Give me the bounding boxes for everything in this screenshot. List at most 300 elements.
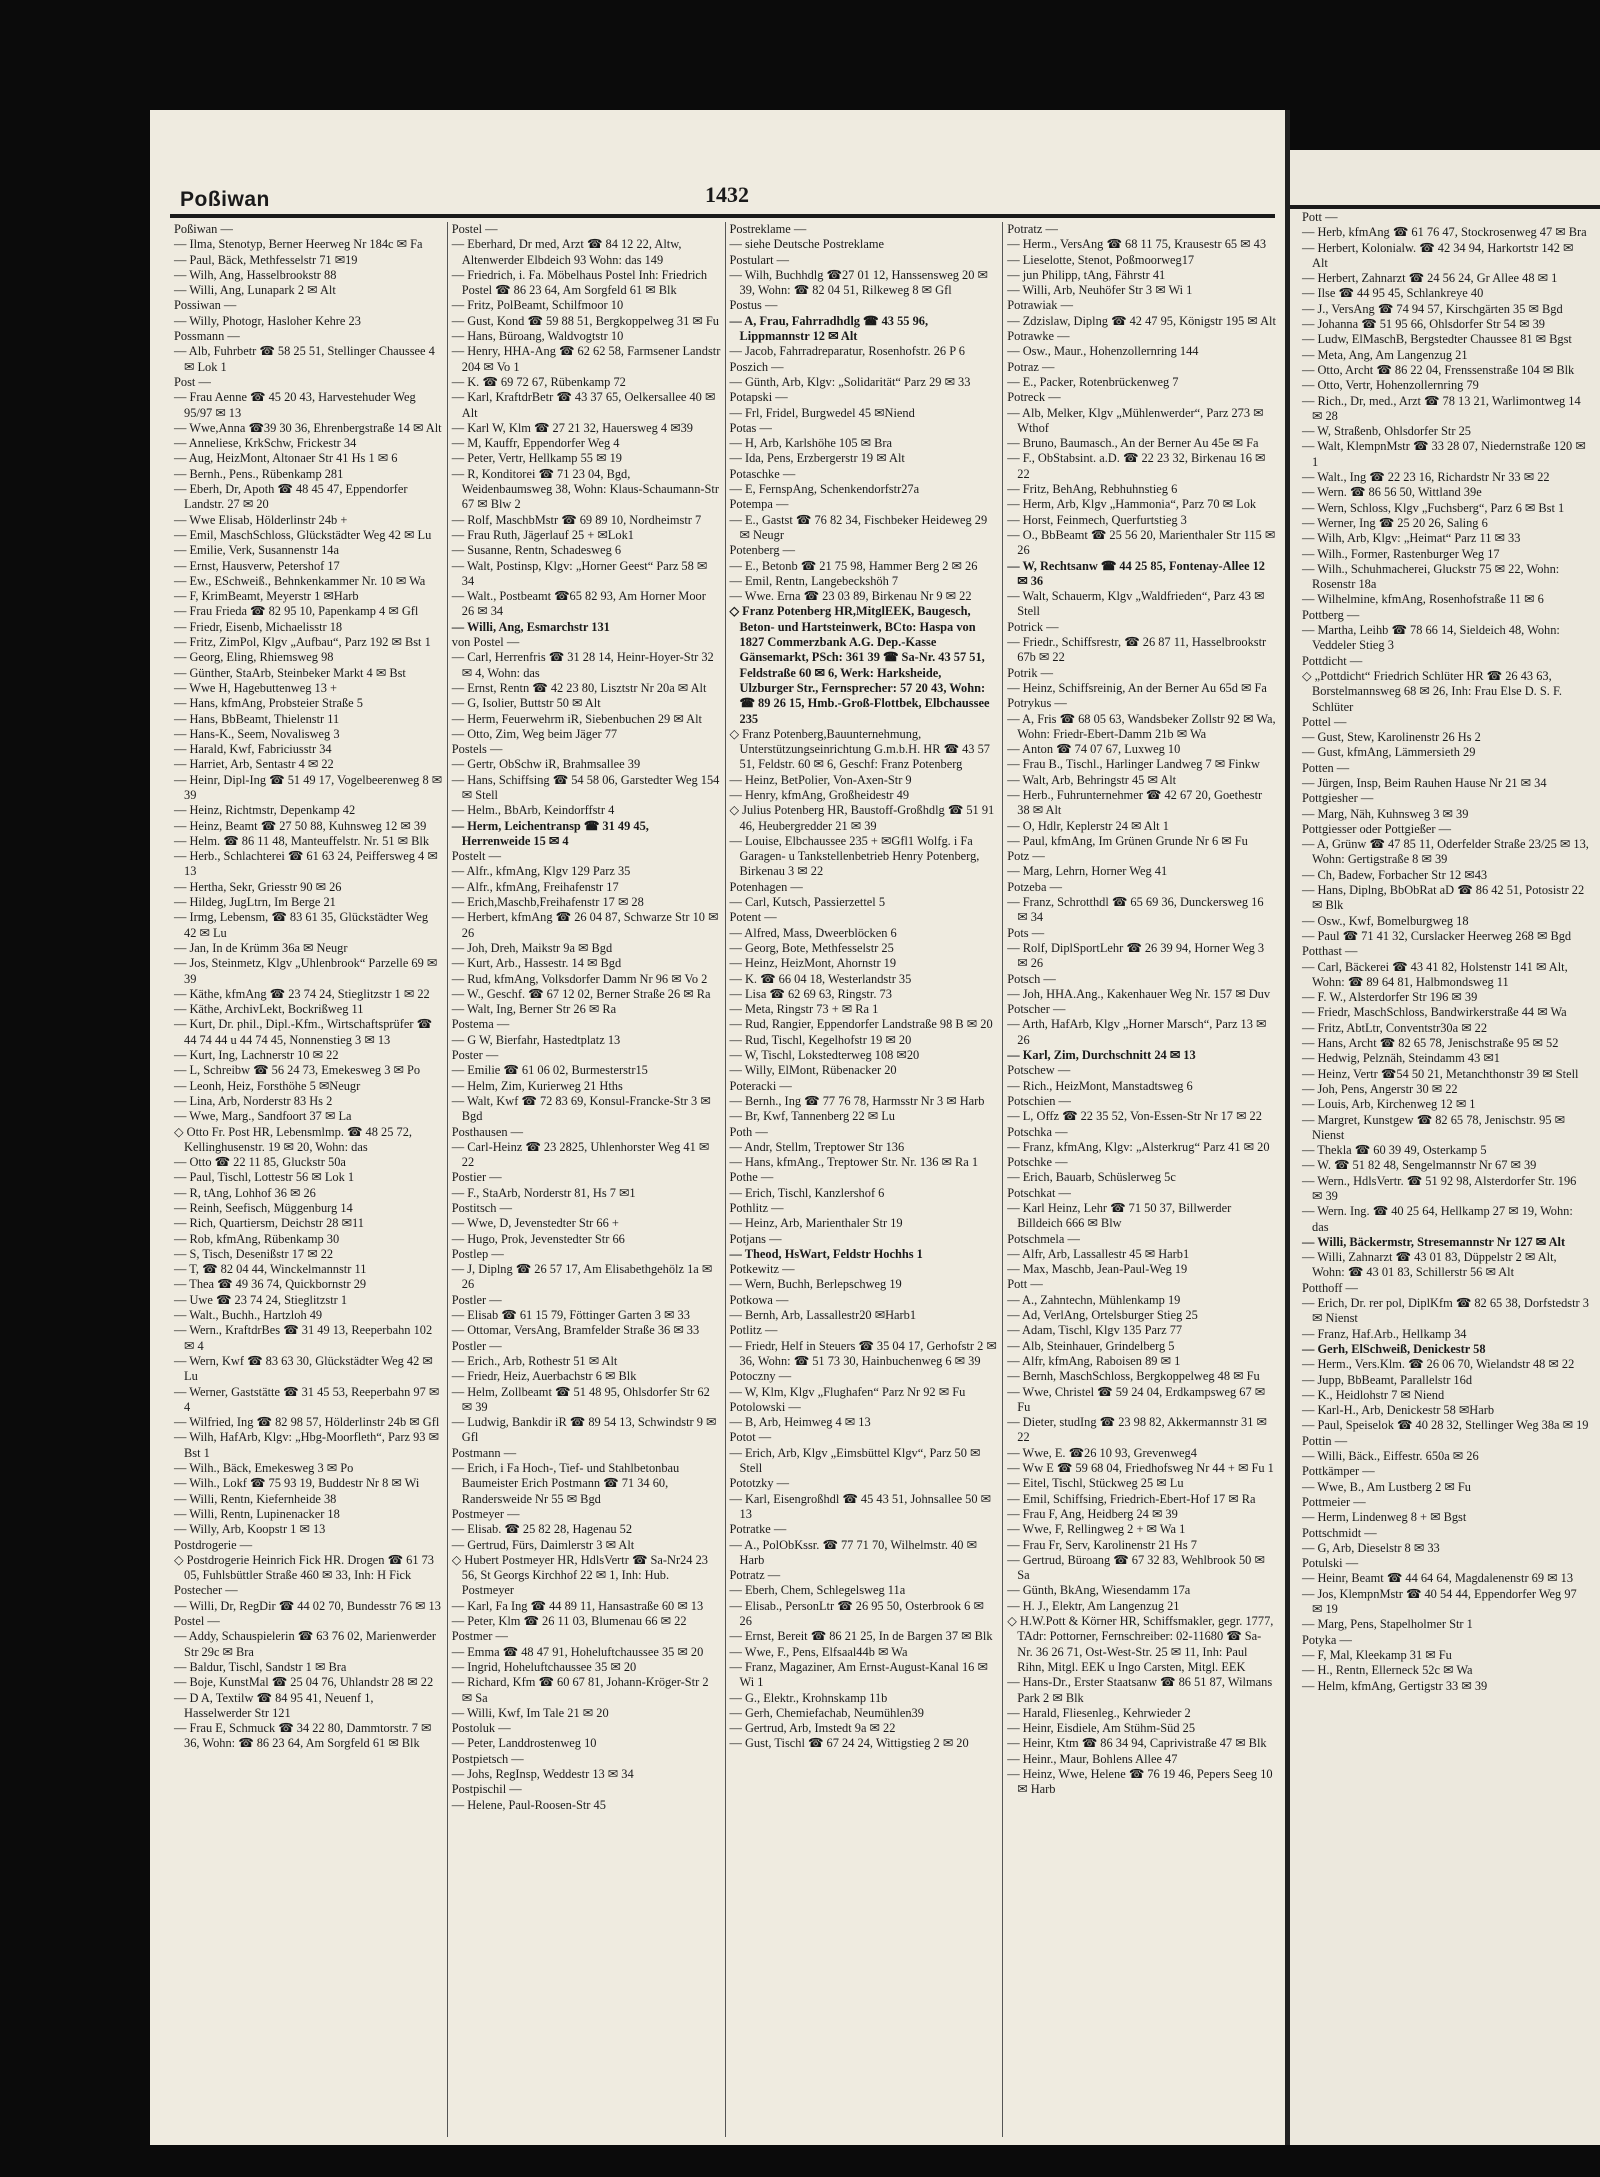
directory-entry: — Willi, Bäckermstr, Stresemannstr Nr 127 ✉ Alt xyxy=(1302,1234,1566,1249)
directory-entry: — Ernst, Bereit ☎ 86 21 25, In de Bargen 37 ✉ Blk xyxy=(729,1629,993,1644)
directory-entry: — Emilie, Verk, Susannenstr 14a xyxy=(174,543,339,558)
surname-heading: Postus — xyxy=(729,298,778,313)
directory-entry: — Anneliese, KrkSchw, Frickestr 34 xyxy=(174,436,357,451)
surname-heading: Postmann — xyxy=(451,1445,517,1460)
directory-entry: — Martha, Leihb ☎ 78 66 14, Sieldeich 48, Wohn: Veddeler Stieg 3 xyxy=(1302,623,1560,653)
directory-entry: — Herbert, Kolonialw. ☎ 42 34 94, Harkortstr 142 ✉ Alt xyxy=(1302,240,1574,270)
column-2 xyxy=(447,222,725,2137)
directory-entry: — Uwe ☎ 23 74 24, Stieglitzstr 1 xyxy=(174,1292,348,1307)
directory-entry: — Walt, Ing, Berner Str 26 ✉ Ra xyxy=(451,1002,617,1017)
directory-entry: — B, Arb, Heimweg 4 ✉ 13 xyxy=(729,1415,871,1430)
directory-entry: — Johanna ☎ 51 95 66, Ohlsdorfer Str 54 ✉ 39 xyxy=(1302,317,1545,332)
directory-entry: — Arth, HafArb, Klgv „Horner Marsch“, Parz 13 ✉ 26 xyxy=(1007,1017,1267,1047)
directory-entry: — Ew., ESchweiß., Behnkenkammer Nr. 10 ✉ Wa xyxy=(174,573,426,588)
directory-entry: — Ilse ☎ 44 95 45, Schlankreye 40 xyxy=(1302,286,1484,301)
surname-heading: Poth — xyxy=(729,1124,768,1139)
directory-entry: — Irmg, Lebensm, ☎ 83 61 35, Glückstädter Weg 42 ✉ Lu xyxy=(174,910,429,940)
surname-heading: Potulski — xyxy=(1302,1556,1359,1571)
directory-entry: — Herm, Arb, Klgv „Hammonia“, Parz 70 ✉ Lok xyxy=(1007,497,1257,512)
directory-entry: — Walt, Kwf ☎ 72 83 69, Konsul-Francke-Str 3 ✉ Bgd xyxy=(451,1093,711,1124)
directory-entry: — Jos, KlempnMstr ☎ 40 54 44, Eppendorfer Weg 97 ✉ 19 xyxy=(1302,1586,1577,1617)
directory-entry: — Bruno, Baumasch., An der Berner Au 45e ✉ Fa xyxy=(1007,436,1259,451)
directory-entry: — Ad, VerlAng, Ortelsburger Stieg 25 xyxy=(1007,1308,1198,1323)
directory-entry: — Aug, HeizMont, Altonaer Str 41 Hs 1 ✉ 6 xyxy=(174,451,398,466)
directory-entry: — Jos, Steinmetz, Klgv „Uhlenbrook“ Parzelle 69 ✉ 39 xyxy=(174,956,438,986)
directory-entry: ◇ Franz Potenberg,Bauunternehmung, Unterstützungseinrichtung G.m.b.H. HR ☎ 43 57 51, Feldstr. 60 ✉ 6, Geschf: Franz Potenberg xyxy=(729,726,990,772)
directory-entry: — Walt., Ing ☎ 22 23 16, Richardstr Nr 33 ✉ 22 xyxy=(1302,470,1550,485)
directory-entry: — Frau Ruth, Jägerlauf 25 + ✉Lok1 xyxy=(451,527,634,542)
surname-heading: Potratz — xyxy=(729,1568,781,1583)
surname-heading: Potenberg — xyxy=(729,543,796,558)
directory-entry: — Frau B., Tischl., Harlinger Landweg 7 ✉ Finkw xyxy=(1007,757,1260,772)
directory-entry: — Heinr, Eisdiele, Am Stühm-Süd 25 xyxy=(1007,1721,1196,1736)
directory-entry: — E., Betonb ☎ 21 75 98, Hammer Berg 2 ✉ 26 xyxy=(729,558,978,573)
directory-entry: — Franz, Schrotthdl ☎ 65 69 36, Dunckersweg 16 ✉ 34 xyxy=(1007,895,1264,925)
directory-entry: — Baldur, Tischl, Sandstr 1 ✉ Bra xyxy=(174,1659,347,1674)
surname-heading: Potaschke — xyxy=(729,466,796,481)
directory-entry: — Käthe, kfmAng ☎ 23 74 24, Stieglitzstr 1 ✉ 22 xyxy=(174,986,430,1001)
directory-entry: — Heinr, Beamt ☎ 44 64 64, Magdalenenstr 69 ✉ 13 xyxy=(1302,1571,1574,1586)
surname-heading: Potkewitz — xyxy=(729,1262,795,1277)
directory-entry: — Heinz, Vertr ☎54 50 21, Metanchthonstr 39 ✉ Stell xyxy=(1302,1066,1579,1081)
directory-entry: — Wilh, Buchhdlg ☎27 01 12, Hanssensweg 20 ✉ 39, Wohn: ☎ 82 04 51, Rilkeweg 8 ✉ Gfl xyxy=(729,267,988,298)
directory-entry: — Emma ☎ 48 47 91, Hoheluftchaussee 35 ✉ 20 xyxy=(451,1644,704,1659)
directory-entry: — D A, Textilw ☎ 84 95 41, Neuenf 1, Hasselwerder Str 121 xyxy=(174,1690,374,1720)
directory-entry: — Gertrud, Büroang ☎ 67 32 83, Wehlbrook 50 ✉ Sa xyxy=(1007,1552,1265,1583)
directory-entry: — Carl, Herrenfris ☎ 31 28 14, Heinr-Hoyer-Str 32 ✉ 4, Wohn: das xyxy=(451,650,714,680)
surname-heading: von Postel — xyxy=(451,635,520,650)
directory-entry: — O., BbBeamt ☎ 25 56 20, Marienthaler Str 115 ✉ 26 xyxy=(1007,527,1276,558)
directory-entry: — Meta, Ringstr 73 + ✉ Ra 1 xyxy=(729,1002,879,1017)
directory-entry: — Gerh, Chemiefachab, Neumühlen39 xyxy=(729,1705,924,1720)
directory-entry: — Harald, Kwf, Fabriciusstr 34 xyxy=(174,742,332,757)
directory-entry: — Herm, Feuerwehrm iR, Siebenbuchen 29 ✉ Alt xyxy=(451,711,702,726)
directory-entry: — Erich, Arb, Klgv „Eimsbüttel Klgv“, Parz 50 ✉ Stell xyxy=(729,1445,981,1476)
directory-entry: — Franz, Haf.Arb., Hellkamp 34 xyxy=(1302,1326,1467,1341)
surname-heading: Potoczny — xyxy=(729,1369,792,1384)
surname-heading: Pottin — xyxy=(1302,1433,1348,1448)
directory-entry: — Louise, Elbchaussee 235 + ✉Gfl1 Wolfg. i Fa Garagen- u Tankstellenbetrieb Henry Potenberg, Birkenau 3 ✉ 22 xyxy=(729,833,980,879)
directory-entry: — jun Philipp, tAng, Fährstr 41 xyxy=(1007,267,1166,282)
directory-entry: — Harald, Fliesenleg., Kehrwieder 2 xyxy=(1007,1705,1191,1720)
directory-entry: — Wwe, B., Am Lustberg 2 ✉ Fu xyxy=(1302,1479,1471,1494)
directory-entry: — Eberhard, Dr med, Arzt ☎ 84 12 22, Altw, Altenwerder Elbdeich 93 Wohn: das 149 xyxy=(451,237,682,267)
directory-entry: — Günth, Arb, Klgv: „Solidarität“ Parz 29 ✉ 33 xyxy=(729,374,971,389)
directory-entry: — Gertr, ObSchw iR, Brahmsallee 39 xyxy=(451,757,641,772)
directory-entry: — F, KrimBeamt, Meyerstr 1 ✉Harb xyxy=(174,589,359,604)
directory-entry: — Hertha, Sekr, Griesstr 90 ✉ 26 xyxy=(174,879,342,894)
directory-entry: — F., ObStabsint. a.D. ☎ 22 23 32, Birkenau 16 ✉ 22 xyxy=(1007,451,1266,481)
directory-entry: — Frau Frieda ☎ 82 95 10, Papenkamp 4 ✉ Gfl xyxy=(174,604,419,619)
surname-heading: Postulart — xyxy=(729,252,790,267)
directory-entry: — Erich, Dr. rer pol, DiplKfm ☎ 82 65 38, Dorfstedstr 3 ✉ Nienst xyxy=(1302,1296,1589,1326)
directory-entry: — Karl, Eisengroßhdl ☎ 45 43 51, Johnsallee 50 ✉ 13 xyxy=(729,1491,992,1521)
directory-entry: — Bernh, MaschSchloss, Bergkoppelweg 48 ✉ Fu xyxy=(1007,1369,1260,1384)
directory-entry: — Bernh., Pens., Rübenkamp 281 xyxy=(174,466,344,481)
directory-entry: — Wilh, HafArb, Klgv: „Hbg-Moorfleth“, Parz 93 ✉ Bst 1 xyxy=(174,1430,439,1460)
directory-entry: — Kurt, Arb., Hassestr. 14 ✉ Bgd xyxy=(451,956,622,971)
directory-entry: — Heinz, Schiffsreinig, An der Berner Au 65d ✉ Fa xyxy=(1007,680,1267,695)
directory-entry: — Helm, kfmAng, Gertigstr 33 ✉ 39 xyxy=(1302,1678,1488,1693)
surname-heading: Postpischil — xyxy=(451,1782,522,1797)
directory-entry: — K. ☎ 69 72 67, Rübenkamp 72 xyxy=(451,374,626,389)
directory-entry: — Otto, Vertr, Hohenzollernring 79 xyxy=(1302,378,1479,393)
directory-entry: — Wilh, Arb, Klgv: „Heimat“ Parz 11 ✉ 33 xyxy=(1302,531,1521,546)
directory-entry: — Heinz, Richtmstr, Depenkamp 42 xyxy=(174,803,356,818)
directory-entry: — F. W., Alsterdorfer Str 196 ✉ 39 xyxy=(1302,990,1478,1005)
directory-entry: — W, Rechtsanw ☎ 44 25 85, Fontenay-Allee 12 ✉ 36 xyxy=(1007,558,1265,588)
directory-entry: — Osw., Kwf, Bomelburgweg 18 xyxy=(1302,913,1469,928)
directory-entry: — Wwe, Marg., Sandfoort 37 ✉ La xyxy=(174,1109,352,1124)
directory-entry: — Erich, Tischl, Kanzlershof 6 xyxy=(729,1185,885,1200)
directory-entry: — Friedr, Heiz, Auerbachstr 6 ✉ Blk xyxy=(451,1369,637,1384)
directory-entry: — Alfr., kfmAng, Klgv 129 Parz 35 xyxy=(451,864,631,879)
directory-entry: — siehe Deutsche Postreklame xyxy=(729,237,884,252)
surname-heading: Potratz — xyxy=(1007,222,1058,236)
surname-heading: Potrawke — xyxy=(1007,329,1070,344)
directory-entry: — Hans, Archt ☎ 82 65 78, Jenischstraße 95 ✉ 52 xyxy=(1302,1036,1559,1051)
directory-entry: — Karl-H., Arb, Denickestr 58 ✉Harb xyxy=(1302,1403,1495,1418)
surname-heading: Pothe — xyxy=(729,1170,774,1185)
directory-entry: — Gust, Kond ☎ 59 88 51, Bergkoppelweg 31 ✉ Fu xyxy=(451,313,719,328)
surname-heading: Potthoff — xyxy=(1302,1280,1358,1295)
directory-entry: — Gerh, ElSchweiß, Denickestr 58 xyxy=(1302,1341,1486,1356)
directory-entry: — Franz, kfmAng, Klgv: „Alsterkrug“ Parz 41 ✉ 20 xyxy=(1007,1139,1270,1154)
directory-entry: — Gust, Stew, Karolinenstr 26 Hs 2 xyxy=(1302,730,1481,745)
directory-entry: — Willy, Photogr, Hasloher Kehre 23 xyxy=(174,313,361,328)
directory-entry: — Wern, Buchh, Berlepschweg 19 xyxy=(729,1277,902,1292)
surname-heading: Pottberg — xyxy=(1302,607,1360,622)
surname-heading: Potzeba — xyxy=(1007,879,1062,894)
page-number: 1432 xyxy=(705,182,749,207)
surname-heading: Postreklame — xyxy=(729,222,807,236)
directory-entry: — Ingrid, Hoheluftchaussee 35 ✉ 20 xyxy=(451,1659,637,1674)
directory-entry: — Wwe, Christel ☎ 59 24 04, Erdkampsweg 67 ✉ Fu xyxy=(1007,1384,1266,1414)
directory-entry: — R, Konditorei ☎ 71 23 04, Bgd, Weidenbaumsweg 38, Wohn: Klaus-Schaumann-Str 67 ✉ Blw 2 xyxy=(451,466,719,512)
directory-entry: — Wern, Schloss, Klgv „Fuchsberg“, Parz 6 ✉ Bst 1 xyxy=(1302,500,1565,515)
directory-entry: — Joh, HHA.Ang., Kakenhauer Weg Nr. 157 ✉ Duv xyxy=(1007,986,1271,1001)
directory-entry: — Willi, Arb, Neuhöfer Str 3 ✉ Wi 1 xyxy=(1007,283,1193,298)
directory-entry: — Margret, Kunstgew ☎ 82 65 78, Jenischstr. 95 ✉ Nienst xyxy=(1302,1112,1566,1142)
directory-entry: ◇ Julius Potenberg HR, Baustoff-Großhdlg ☎ 51 91 46, Heubergredder 21 ✉ 39 xyxy=(729,803,995,833)
directory-entry: — Herb., Schlachterei ☎ 61 63 24, Peiffersweg 4 ✉ 13 xyxy=(174,849,438,879)
directory-entry: — Rich., Dr, med., Arzt ☎ 78 13 21, Warlimontweg 14 ✉ 28 xyxy=(1302,393,1581,423)
directory-entry: — Wern. Ing. ☎ 40 25 64, Hellkamp 27 ✉ 19, Wohn: das xyxy=(1302,1204,1573,1234)
directory-entry: — Johs, RegInsp, Weddestr 13 ✉ 34 xyxy=(451,1766,634,1781)
directory-entry: — Anton ☎ 74 07 67, Luxweg 10 xyxy=(1007,742,1181,757)
directory-entry: — H., Rentn, Ellerneck 52c ✉ Wa xyxy=(1302,1663,1473,1678)
directory-entry: — Friedr, MaschSchloss, Bandwirkerstraße 44 ✉ Wa xyxy=(1302,1005,1567,1020)
directory-entry: — Dieter, studIng ☎ 23 98 82, Akkermannstr 31 ✉ 22 xyxy=(1007,1415,1267,1445)
directory-entry: — Herm, Leichentransp ☎ 31 49 45, Herrenweide 15 ✉ 4 xyxy=(451,818,649,848)
directory-entry: — Otto, Archt ☎ 86 22 04, Frenssenstraße 104 ✉ Blk xyxy=(1302,362,1575,377)
directory-entry: — Emil, MaschSchloss, Glückstädter Weg 42 ✉ Lu xyxy=(174,527,432,542)
directory-entry: — Georg, Bote, Methfesselstr 25 xyxy=(729,940,894,955)
directory-entry: — Ludwig, Bankdir iR ☎ 89 54 13, Schwindstr 9 ✉ Gfl xyxy=(451,1415,717,1445)
directory-entry: — Wwe Elisab, Hölderlinstr 24b + xyxy=(174,512,348,527)
directory-entry: — Alfr., kfmAng, Freihafenstr 17 xyxy=(451,879,619,894)
directory-entry: — Andr, Stellm, Treptower Str 136 xyxy=(729,1139,905,1154)
directory-entry: — Wwe, F, Rellingweg 2 + ✉ Wa 1 xyxy=(1007,1522,1186,1537)
directory-entry: — Kurt, Dr. phil., Dipl.-Kfm., Wirtschaftsprüfer ☎ 44 74 44 u 44 74 45, Nonnenstieg 3 ✉ 13 xyxy=(174,1017,432,1047)
directory-entry: — Karl Heinz, Lehr ☎ 71 50 37, Billwerder Billdeich 666 ✉ Blw xyxy=(1007,1201,1232,1231)
directory-entry: — Walt., Buchh., Hartzloh 49 xyxy=(174,1308,323,1323)
surname-heading: Potrick — xyxy=(1007,619,1059,634)
directory-entry: — G W, Bierfahr, Hastedtplatz 13 xyxy=(451,1032,621,1047)
surname-heading: Potenhagen — xyxy=(729,879,803,894)
surname-heading: Pott — xyxy=(1007,1277,1043,1292)
directory-entry: — Osw., Maur., Hohenzollernring 144 xyxy=(1007,344,1199,359)
directory-entry: — Georg, Eling, Rhiemsweg 98 xyxy=(174,650,334,665)
directory-entry: — G, Arb, Dieselstr 8 ✉ 33 xyxy=(1302,1540,1440,1555)
directory-entry: — Frau Fr, Serv, Karolinenstr 21 Hs 7 xyxy=(1007,1537,1197,1552)
surname-heading: Poszich — xyxy=(729,359,784,374)
surname-heading: Postels — xyxy=(451,742,503,757)
directory-entry: — Thea ☎ 49 36 74, Quickbornstr 29 xyxy=(174,1277,367,1292)
directory-entry: — W. ☎ 51 82 48, Sengelmannstr Nr 67 ✉ 39 xyxy=(1302,1158,1537,1173)
surname-heading: Potten — xyxy=(1302,760,1350,775)
surname-heading: Poteracki — xyxy=(729,1078,792,1093)
directory-entry: — Ida, Pens, Erzbergerstr 19 ✉ Alt xyxy=(729,451,905,466)
directory-entry: — Walt, Postinsp, Klgv: „Horner Geest“ Parz 58 ✉ 34 xyxy=(451,558,708,588)
directory-entry: — Helm, Zollbeamt ☎ 51 48 95, Ohlsdorfer Str 62 ✉ 39 xyxy=(451,1384,710,1414)
directory-entry: — Reinh, Seefisch, Müggenburg 14 xyxy=(174,1201,353,1215)
directory-entry: — Willi, Ang, Esmarchstr 131 xyxy=(451,619,610,634)
surname-heading: Postitsch — xyxy=(451,1201,512,1215)
directory-entry: — Herm., VersAng ☎ 68 11 75, Krausestr 65 ✉ 43 xyxy=(1007,237,1267,252)
directory-entry: — Marg, Näh, Kuhnsweg 3 ✉ 39 xyxy=(1302,806,1469,821)
directory-entry: — Hans-K., Seem, Novalisweg 3 xyxy=(174,726,340,741)
surname-heading: Postelt — xyxy=(451,849,501,864)
directory-entry: — E., Gastst ☎ 76 82 34, Fischbeker Heideweg 29 ✉ Neugr xyxy=(729,512,988,542)
surname-heading: Potempa — xyxy=(729,497,789,512)
directory-entry: — Erich, i Fa Hoch-, Tief- und Stahlbetonbau Baumeister Erich Postmann ☎ 71 34 60, Randersweide Nr 55 ✉ Bgd xyxy=(451,1461,680,1506)
surname-heading: Potschke — xyxy=(1007,1155,1068,1170)
surname-heading: Potent — xyxy=(729,910,777,925)
directory-entry: — Wilh., Schuhmacherei, Gluckstr 75 ✉ 22, Wohn: Rosenstr 18a xyxy=(1302,561,1560,592)
directory-entry: — Wwe H, Hagebuttenweg 13 + xyxy=(174,680,337,695)
directory-entry: — Rich, Quartiersm, Deichstr 28 ✉11 xyxy=(174,1216,364,1231)
directory-entry: — Meta, Ang, Am Langenzug 21 xyxy=(1302,347,1468,362)
surname-heading: Potrykus — xyxy=(1007,696,1067,711)
directory-entry: — Rud, Tischl, Kegelhofstr 19 ✉ 20 xyxy=(729,1032,912,1047)
surname-heading: Pottgiesher — xyxy=(1302,791,1374,806)
directory-entry: — Gust, Tischl ☎ 67 24 24, Wittigstieg 2 ✉ 20 xyxy=(729,1736,969,1751)
directory-entry: — Wwe, F., Pens, Elfsaal44b ✉ Wa xyxy=(729,1644,908,1659)
directory-entry: — Frl, Fridel, Burgwedel 45 ✉Niend xyxy=(729,405,915,420)
directory-entry: — Willi, Rentn, Lupinenacker 18 xyxy=(174,1506,340,1521)
directory-entry: — M, Kauffr, Eppendorfer Weg 4 xyxy=(451,436,620,451)
directory-entry: — Frau Aenne ☎ 45 20 43, Harvestehuder Weg 95/97 ✉ 13 xyxy=(174,390,416,420)
directory-entry: — Paul, Tischl, Lottestr 56 ✉ Lok 1 xyxy=(174,1170,355,1185)
column-3 xyxy=(725,222,1003,2137)
directory-entry: — Helene, Paul-Roosen-Str 45 xyxy=(451,1797,606,1812)
directory-entry: ◇ Otto Fr. Post HR, Lebensmlmp. ☎ 48 25 72, Kellinghusenstr. 19 ✉ 20, Wohn: das xyxy=(174,1124,413,1154)
directory-entry: — Elisab., PersonLtr ☎ 26 95 50, Osterbrook 6 ✉ 26 xyxy=(729,1598,984,1629)
directory-entry: — Herbert, kfmAng ☎ 26 04 87, Schwarze Str 10 ✉ 26 xyxy=(451,910,719,940)
directory-entry: — Frau F, Ang, Heidberg 24 ✉ 39 xyxy=(1007,1506,1178,1521)
directory-entry: — Lisa ☎ 62 69 63, Ringstr. 73 xyxy=(729,986,892,1001)
surname-heading: Potraz — xyxy=(1007,359,1055,374)
directory-entry: — Wwe, D, Jevenstedter Str 66 + xyxy=(451,1216,619,1231)
directory-entry: — Heinz, HeizMont, Ahornstr 19 xyxy=(729,956,897,971)
surname-heading: Pots — xyxy=(1007,925,1045,940)
directory-entry: — Thekla ☎ 60 39 49, Osterkamp 5 xyxy=(1302,1143,1487,1158)
directory-entry: — Willy, ElMont, Rübenacker 20 xyxy=(729,1063,897,1078)
surname-heading: Pototzky — xyxy=(729,1476,790,1491)
directory-entry: — Karl, Fa Ing ☎ 44 89 11, Hansastraße 60 ✉ 13 xyxy=(451,1598,704,1613)
directory-entry: — Hans, Büroang, Waldvogtstr 10 xyxy=(451,329,624,344)
directory-entry: — Wilh., Lokf ☎ 75 93 19, Buddestr Nr 8 ✉ Wi xyxy=(174,1476,420,1491)
surname-heading: Pottel — xyxy=(1302,714,1347,729)
surname-heading: Possiwan — xyxy=(174,298,237,313)
directory-entry: — Elisab. ☎ 25 82 28, Hagenau 52 xyxy=(451,1522,633,1537)
surname-heading: Postler — xyxy=(451,1338,502,1353)
directory-entry: — Willy, Arb, Koopstr 1 ✉ 13 xyxy=(174,1522,326,1537)
directory-entry: — Boje, KunstMal ☎ 25 04 76, Uhlandstr 28 ✉ 22 xyxy=(174,1675,434,1690)
directory-entry: — Herb, kfmAng ☎ 61 76 47, Stockrosenweg 47 ✉ Bra xyxy=(1302,225,1587,240)
directory-entry: — Ch, Badew, Forbacher Str 12 ✉43 xyxy=(1302,867,1488,882)
surname-heading: Potrawiak — xyxy=(1007,298,1073,313)
directory-entry: — Rolf, MaschbMstr ☎ 69 89 10, Nordheimstr 7 xyxy=(451,512,702,527)
directory-entry: — Jürgen, Insp, Beim Rauhen Hause Nr 21 ✉ 34 xyxy=(1302,775,1547,790)
directory-entry: — F, Mal, Kleekamp 31 ✉ Fu xyxy=(1302,1647,1452,1662)
directory-entry: — S, Tisch, Desenißstr 17 ✉ 22 xyxy=(174,1246,334,1261)
directory-entry: — J., VersAng ☎ 74 94 57, Kirschgärten 35 ✉ Bgd xyxy=(1302,301,1563,316)
directory-entry: — Ludw, ElMaschB, Bergstedter Chaussee 81 ✉ Bgst xyxy=(1302,332,1572,347)
directory-entry: — Hans-Dr., Erster Staatsanw ☎ 86 51 87, Wilmans Park 2 ✉ Blk xyxy=(1007,1675,1273,1705)
directory-entry: — Peter, Klm ☎ 26 11 03, Blumenau 66 ✉ 22 xyxy=(451,1614,687,1629)
surname-heading: Potot — xyxy=(729,1430,772,1445)
directory-entry: — Käthe, ArchivLekt, Bockrißweg 11 xyxy=(174,1002,364,1017)
surname-heading: Potschkat — xyxy=(1007,1185,1071,1200)
surname-heading: Potscher — xyxy=(1007,1002,1066,1017)
directory-entry: — Karl, KraftdrBetr ☎ 43 37 65, Oelkersallee 40 ✉ Alt xyxy=(451,390,716,420)
surname-heading: Pottkämper — xyxy=(1302,1464,1375,1479)
directory-entry: — Emil, Rentn, Langebeckshöh 7 xyxy=(729,573,899,588)
surname-heading: Postoluk — xyxy=(451,1721,511,1736)
directory-entry: — Otto, Zim, Weg beim Jäger 77 xyxy=(451,726,618,741)
surname-heading: Potas — xyxy=(729,420,772,435)
directory-entry: — Helm., BbArb, Keindorffstr 4 xyxy=(451,803,615,818)
directory-entry: — Friedrich, i. Fa. Möbelhaus Postel Inh: Friedrich Postel ☎ 86 23 64, Am Sorgfeld 61 ✉ Blk xyxy=(451,267,708,298)
surname-heading: Potratke — xyxy=(729,1522,787,1537)
directory-entry: — Alb, Fuhrbetr ☎ 58 25 51, Stellinger Chaussee 4 ✉ Lok 1 xyxy=(174,344,435,374)
directory-entry: — Zdzislaw, Diplng ☎ 42 47 95, Königstr 195 ✉ Alt xyxy=(1007,313,1276,328)
directory-entry: — Rob, kfmAng, Rübenkamp 30 xyxy=(174,1231,340,1246)
directory-entry: — Walt, Schauerm, Klgv „Waldfrieden“, Parz 43 ✉ Stell xyxy=(1007,589,1265,619)
directory-entry: — Günth, BkAng, Wiesendamm 17a xyxy=(1007,1583,1191,1598)
directory-entry: — Joh, Dreh, Maikstr 9a ✉ Bgd xyxy=(451,940,613,955)
directory-entry: — Heinr, Ktm ☎ 86 34 94, Caprivistraße 47 ✉ Blk xyxy=(1007,1736,1267,1751)
directory-entry: — Ernst, Hausverw, Petershof 17 xyxy=(174,558,340,573)
directory-entry: — Paul, Speiselok ☎ 40 28 32, Stellinger Weg 38a ✉ 19 xyxy=(1302,1418,1589,1433)
surname-heading: Potschka — xyxy=(1007,1124,1068,1139)
directory-entry: — A., Zahntechn, Mühlenkamp 19 xyxy=(1007,1292,1181,1307)
directory-entry: — Franz, Magaziner, Am Ernst-August-Kanal 16 ✉ Wi 1 xyxy=(729,1659,988,1690)
directory-entry: — Wilh, Ang, Hasselbrookstr 88 xyxy=(174,267,337,282)
directory-entry: — Henry, kfmAng, Großheidestr 49 xyxy=(729,787,910,802)
surname-heading: Potschien — xyxy=(1007,1093,1071,1108)
directory-entry: — W, Straßenb, Ohlsdorfer Str 25 xyxy=(1302,424,1471,439)
surname-heading: Potolowski — xyxy=(729,1399,801,1414)
directory-entry: — Willi, Kwf, Im Tale 21 ✉ 20 xyxy=(451,1705,609,1720)
directory-entry: — L, Offz ☎ 22 35 52, Von-Essen-Str Nr 17 ✉ 22 xyxy=(1007,1109,1262,1124)
columns-container xyxy=(170,222,1280,2137)
surname-heading: Pottgiesser oder Pottgießer — xyxy=(1302,821,1452,836)
directory-entry: — J, Diplng ☎ 26 57 17, Am Elisabethgehölz 1a ✉ 26 xyxy=(451,1262,713,1292)
surname-heading: Potrik — xyxy=(1007,665,1054,680)
surname-heading: Postpietsch — xyxy=(451,1751,524,1766)
directory-entry: — Erich, Bauarb, Schüslerweg 5c xyxy=(1007,1170,1176,1185)
directory-entry: ◇ Postdrogerie Heinrich Fick HR. Drogen ☎ 61 73 05, Fuhlsbüttler Straße 460 ✉ 33, Inh: H Fick xyxy=(174,1552,435,1583)
directory-entry: — Leonh, Heiz, Forsthöhe 5 ✉Neugr xyxy=(174,1078,361,1093)
directory-entry: — Lina, Arb, Norderstr 83 Hs 2 xyxy=(174,1093,333,1108)
surname-heading: Posthausen — xyxy=(451,1124,523,1139)
directory-entry: — A, Frau, Fahrradhdlg ☎ 43 55 96, Lippmannstr 12 ✉ Alt xyxy=(729,313,929,344)
directory-entry: — A., PolObKssr. ☎ 77 71 70, Wilhelmstr. 40 ✉ Harb xyxy=(729,1537,977,1567)
directory-entry: — Wilh., Former, Rastenburger Weg 17 xyxy=(1302,546,1500,561)
directory-entry: — Max, Maschb, Jean-Paul-Weg 19 xyxy=(1007,1262,1188,1277)
directory-entry: — Karl, Zim, Durchschnitt 24 ✉ 13 xyxy=(1007,1048,1196,1063)
directory-entry: — Eberh, Dr, Apoth ☎ 48 45 47, Eppendorfer Landstr. 27 ✉ 20 xyxy=(174,482,408,512)
directory-entry: — Rich., HeizMont, Manstadtsweg 6 xyxy=(1007,1078,1193,1093)
directory-entry: — Wwe,Anna ☎39 30 36, Ehrenbergstraße 14 ✉ Alt xyxy=(174,420,442,435)
directory-entry: — Alb, Steinhauer, Grindelberg 5 xyxy=(1007,1338,1175,1353)
surname-heading: Potyka — xyxy=(1302,1632,1352,1647)
directory-entry: — Ottomar, VersAng, Bramfelder Straße 36 ✉ 33 xyxy=(451,1323,700,1338)
directory-entry: ◇ Hubert Postmeyer HR, HdlsVertr ☎ Sa-Nr24 23 56, St Georgs Kirchhof 22 ✉ 1, Inh: Hub. Postmeyer xyxy=(451,1552,708,1598)
directory-entry: — Heinz, Arb, Marienthaler Str 19 xyxy=(729,1216,903,1231)
directory-entry: — Heinz, BetPolier, Von-Axen-Str 9 xyxy=(729,772,912,787)
directory-entry: — Willi, Dr, RegDir ☎ 44 02 70, Bundesstr 76 ✉ 13 xyxy=(174,1598,441,1613)
directory-entry: — Paul ☎ 71 41 32, Curslacker Heerweg 268 ✉ Bgd xyxy=(1302,928,1572,943)
directory-entry: — Eitel, Tischl, Stückweg 25 ✉ Lu xyxy=(1007,1476,1184,1491)
directory-entry: — Rolf, DiplSportLehr ☎ 26 39 94, Horner Weg 3 ✉ 26 xyxy=(1007,940,1265,971)
directory-entry: — Adam, Tischl, Klgv 135 Parz 77 xyxy=(1007,1323,1183,1338)
directory-entry: — Alfr, kfmAng, Raboisen 89 ✉ 1 xyxy=(1007,1353,1181,1368)
directory-entry: — Hans, kfmAng., Treptower Str. Nr. 136 ✉ Ra 1 xyxy=(729,1155,979,1170)
surname-heading: Possmann — xyxy=(174,329,240,344)
directory-entry: — Jacob, Fahrradreparatur, Rosenhofstr. 26 P 6 xyxy=(729,344,965,359)
directory-entry: — Bernh., Ing ☎ 77 76 78, Harmsstr Nr 3 ✉ Harb xyxy=(729,1093,985,1108)
directory-entry: — Louis, Arb, Kirchenweg 12 ✉ 1 xyxy=(1302,1097,1476,1112)
surname-heading: Pott — xyxy=(1302,210,1338,224)
directory-entry: — Carl, Bäckerei ☎ 43 41 82, Holstenstr 141 ✉ Alt, Wohn: ☎ 89 64 81, Halbmondsweg 11 xyxy=(1302,959,1568,989)
directory-entry: — Willi, Zahnarzt ☎ 43 01 83, Düppelstr 2 ✉ Alt, Wohn: ☎ 43 01 83, Schillerstr 56 ✉ Alt xyxy=(1302,1250,1557,1280)
directory-entry: — Alfred, Mass, Dweerblöcken 6 xyxy=(729,925,897,940)
directory-entry: — Horst, Feinmech, Querfurtstieg 3 xyxy=(1007,512,1187,527)
directory-entry: — Paul, kfmAng, Im Grünen Grunde Nr 6 ✉ Fu xyxy=(1007,833,1248,848)
directory-entry: — Br, Kwf, Tannenberg 22 ✉ Lu xyxy=(729,1109,895,1124)
surname-heading: Potschew — xyxy=(1007,1063,1071,1078)
surname-heading: Potreck — xyxy=(1007,390,1061,405)
surname-heading: Postmer — xyxy=(451,1629,508,1644)
directory-entry: — W, Tischl, Lokstedterweg 108 ✉20 xyxy=(729,1048,920,1063)
surname-heading: Potsch — xyxy=(1007,971,1056,986)
directory-entry: — Harriet, Arb, Sentastr 4 ✉ 22 xyxy=(174,757,334,772)
directory-entry: ◇ H.W.Pott & Körner HR, Schiffsmakler, gegr. 1777, TAdr: Pottorner, Fernschreiber: 02-11680 ☎ Sa-Nr. 36 26 71, Ost-West-Str. 25 ✉ 11, Inh: Paul Rihn, Mitgl. EEK u Ingo Carsten, Mitgl. EEK xyxy=(1007,1614,1274,1674)
header-rule xyxy=(170,214,1275,218)
surname-heading: Postdrogerie — xyxy=(174,1537,253,1552)
surname-heading: Postmeyer — xyxy=(451,1506,520,1521)
directory-entry: — Wern., KraftdrBes ☎ 31 49 13, Reeperbahn 102 ✉ 4 xyxy=(174,1323,433,1353)
directory-entry: — Friedr, Eisenb, Michaelisstr 18 xyxy=(174,619,343,634)
directory-entry: — Ilma, Stenotyp, Berner Heerweg Nr 184c ✉ Fa xyxy=(174,237,423,252)
directory-entry: — Wwe. Erna ☎ 23 03 89, Birkenau Nr 9 ✉ 22 xyxy=(729,589,972,604)
directory-entry: — E, FernspAng, Schenkendorfstr27a xyxy=(729,482,920,497)
directory-entry: — Ww E ☎ 59 68 04, Friedhofsweg Nr 44 + ✉ Fu 1 xyxy=(1007,1461,1274,1476)
